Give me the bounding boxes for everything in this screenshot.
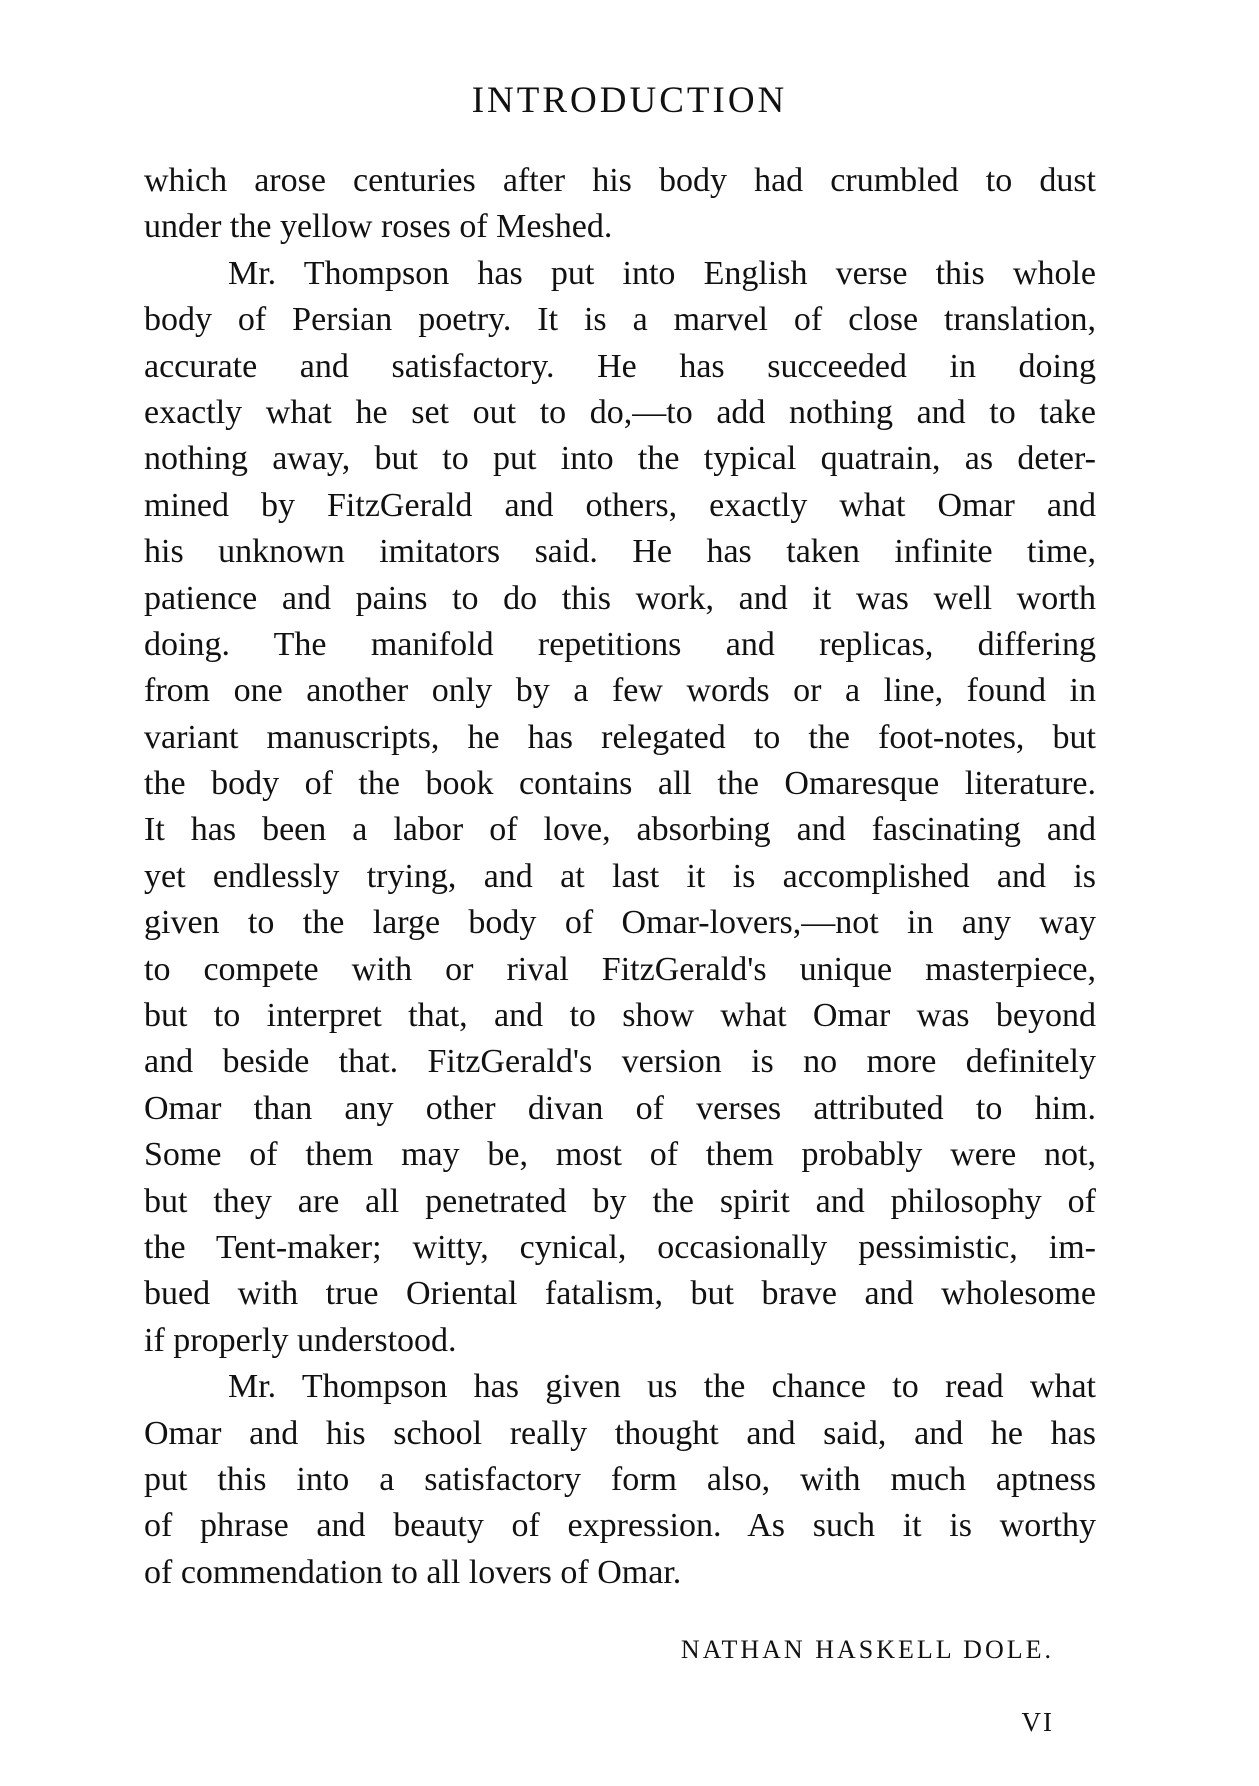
text-line: It has been a labor of love, absorbing and fascinating and [144, 811, 1096, 849]
text-line: doing. The manifold repetitions and replicas, differing [144, 625, 1096, 663]
text-line: nothing away, but to put into the typical quatrain, as deter- [144, 440, 1096, 478]
text-line: Mr. Thompson has given us the chance to read what [228, 1368, 1096, 1406]
text-line: under the yellow roses of Meshed. [144, 208, 613, 246]
page-number: VI [1021, 1707, 1054, 1737]
text-line: body of Persian poetry. It is a marvel of close translation, [144, 301, 1096, 339]
text-line: Omar and his school really thought and said, and he has [144, 1414, 1096, 1452]
text-line: exactly what he set out to do,—to add nothing and to take [144, 393, 1096, 431]
text-line: which arose centuries after his body had crumbled to dust [144, 162, 1096, 199]
text-line: Omar than any other divan of verses attributed to him. [144, 1089, 1096, 1127]
text-line: given to the large body of Omar-lovers,—not in any way [144, 904, 1096, 942]
text-line: his unknown imitators said. He has taken infinite time, [144, 533, 1096, 571]
text-line: bued with true Oriental fatalism, but brave and wholesome [144, 1275, 1096, 1313]
text-line: from one another only by a few words or a line, found in [144, 672, 1096, 710]
page-header-title: INTRODUCTION [471, 80, 788, 121]
text-line: of phrase and beauty of expression. As such it is worthy [144, 1507, 1096, 1545]
text-line: to compete with or rival FitzGerald's unique masterpiece, [144, 950, 1096, 988]
text-line: put this into a satisfactory form also, with much aptness [144, 1460, 1096, 1498]
text-line: accurate and satisfactory. He has succeeded in doing [144, 347, 1096, 385]
text-line: the Tent-maker; witty, cynical, occasionally pessimistic, im- [144, 1228, 1096, 1266]
text-line: the body of the book contains all the Omaresque literature. [144, 765, 1096, 803]
text-line: mined by FitzGerald and others, exactly what Omar and [144, 486, 1096, 524]
text-line: but to interpret that, and to show what Omar was beyond [144, 997, 1096, 1035]
body-text [144, 158, 1096, 1596]
text-line: Mr. Thompson has put into English verse this whole [228, 254, 1096, 292]
text-line: and beside that. FitzGerald's version is no more definitely [144, 1043, 1096, 1081]
text-line: but they are all penetrated by the spirit and philosophy of [144, 1182, 1096, 1220]
text-line: patience and pains to do this work, and it was well worth [144, 579, 1096, 617]
text-line: of commendation to all lovers of Omar. [144, 1553, 682, 1591]
text-line: yet endlessly trying, and at last it is accomplished and is [144, 857, 1096, 895]
text-line: if properly understood. [144, 1321, 457, 1359]
author-signature: NATHAN HASKELL DOLE. [680, 1635, 1054, 1664]
text-line: Some of them may be, most of them probably were not, [144, 1136, 1096, 1174]
text-line: variant manuscripts, he has relegated to the foot-notes, but [144, 718, 1096, 756]
